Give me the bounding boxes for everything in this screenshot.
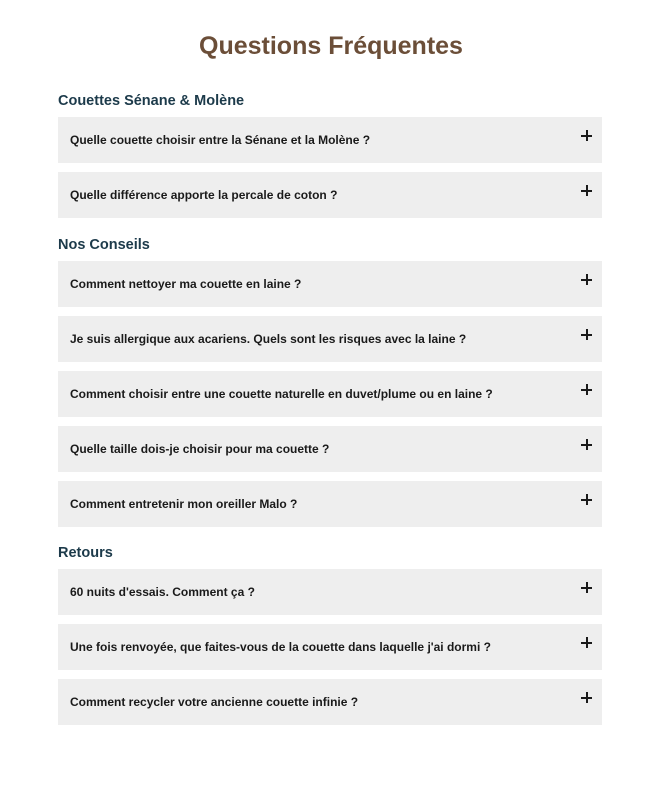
plus-icon[interactable]	[581, 185, 592, 196]
faq-question: Comment nettoyer ma couette en laine ?	[70, 277, 302, 291]
section-title: Nos Conseils	[58, 237, 150, 253]
faq-item[interactable]	[58, 569, 602, 615]
section-title: Couettes Sénane & Molène	[58, 93, 245, 109]
faq-item[interactable]	[58, 371, 602, 417]
plus-icon[interactable]	[581, 274, 592, 285]
faq-item[interactable]	[58, 316, 602, 362]
plus-icon[interactable]	[581, 329, 592, 340]
faq-question: Quelle différence apporte la percale de coton ?	[70, 188, 338, 202]
faq-question: Comment choisir entre une couette naturelle en duvet/plume ou en laine ?	[70, 387, 493, 401]
plus-icon[interactable]	[581, 692, 592, 703]
faq-item[interactable]	[58, 117, 602, 163]
faq-question: Quelle taille dois-je choisir pour ma couette ?	[70, 442, 330, 456]
faq-question: 60 nuits d'essais. Comment ça ?	[70, 585, 255, 599]
faq-question: Je suis allergique aux acariens. Quels sont les risques avec la laine ?	[70, 332, 467, 346]
plus-icon[interactable]	[581, 130, 592, 141]
faq-item[interactable]	[58, 426, 602, 472]
plus-icon[interactable]	[581, 582, 592, 593]
faq-question: Une fois renvoyée, que faites-vous de la couette dans laquelle j'ai dormi ?	[70, 640, 491, 654]
plus-icon[interactable]	[581, 439, 592, 450]
faq-section-conseils	[58, 235, 602, 536]
faq-question: Comment entretenir mon oreiller Malo ?	[70, 497, 298, 511]
faq-item[interactable]	[58, 679, 602, 725]
plus-icon[interactable]	[581, 384, 592, 395]
section-title: Retours	[58, 545, 113, 561]
faq-section-retours	[58, 543, 602, 734]
faq-question: Comment recycler votre ancienne couette infinie ?	[70, 695, 359, 709]
faq-item[interactable]	[58, 261, 602, 307]
plus-icon[interactable]	[581, 637, 592, 648]
faq-question: Quelle couette choisir entre la Sénane et la Molène ?	[70, 133, 371, 147]
faq-item[interactable]	[58, 481, 602, 527]
page-title: Questions Fréquentes	[199, 32, 463, 60]
faq-item[interactable]	[58, 172, 602, 218]
plus-icon[interactable]	[581, 494, 592, 505]
faq-section-couettes	[58, 91, 602, 227]
faq-item[interactable]	[58, 624, 602, 670]
